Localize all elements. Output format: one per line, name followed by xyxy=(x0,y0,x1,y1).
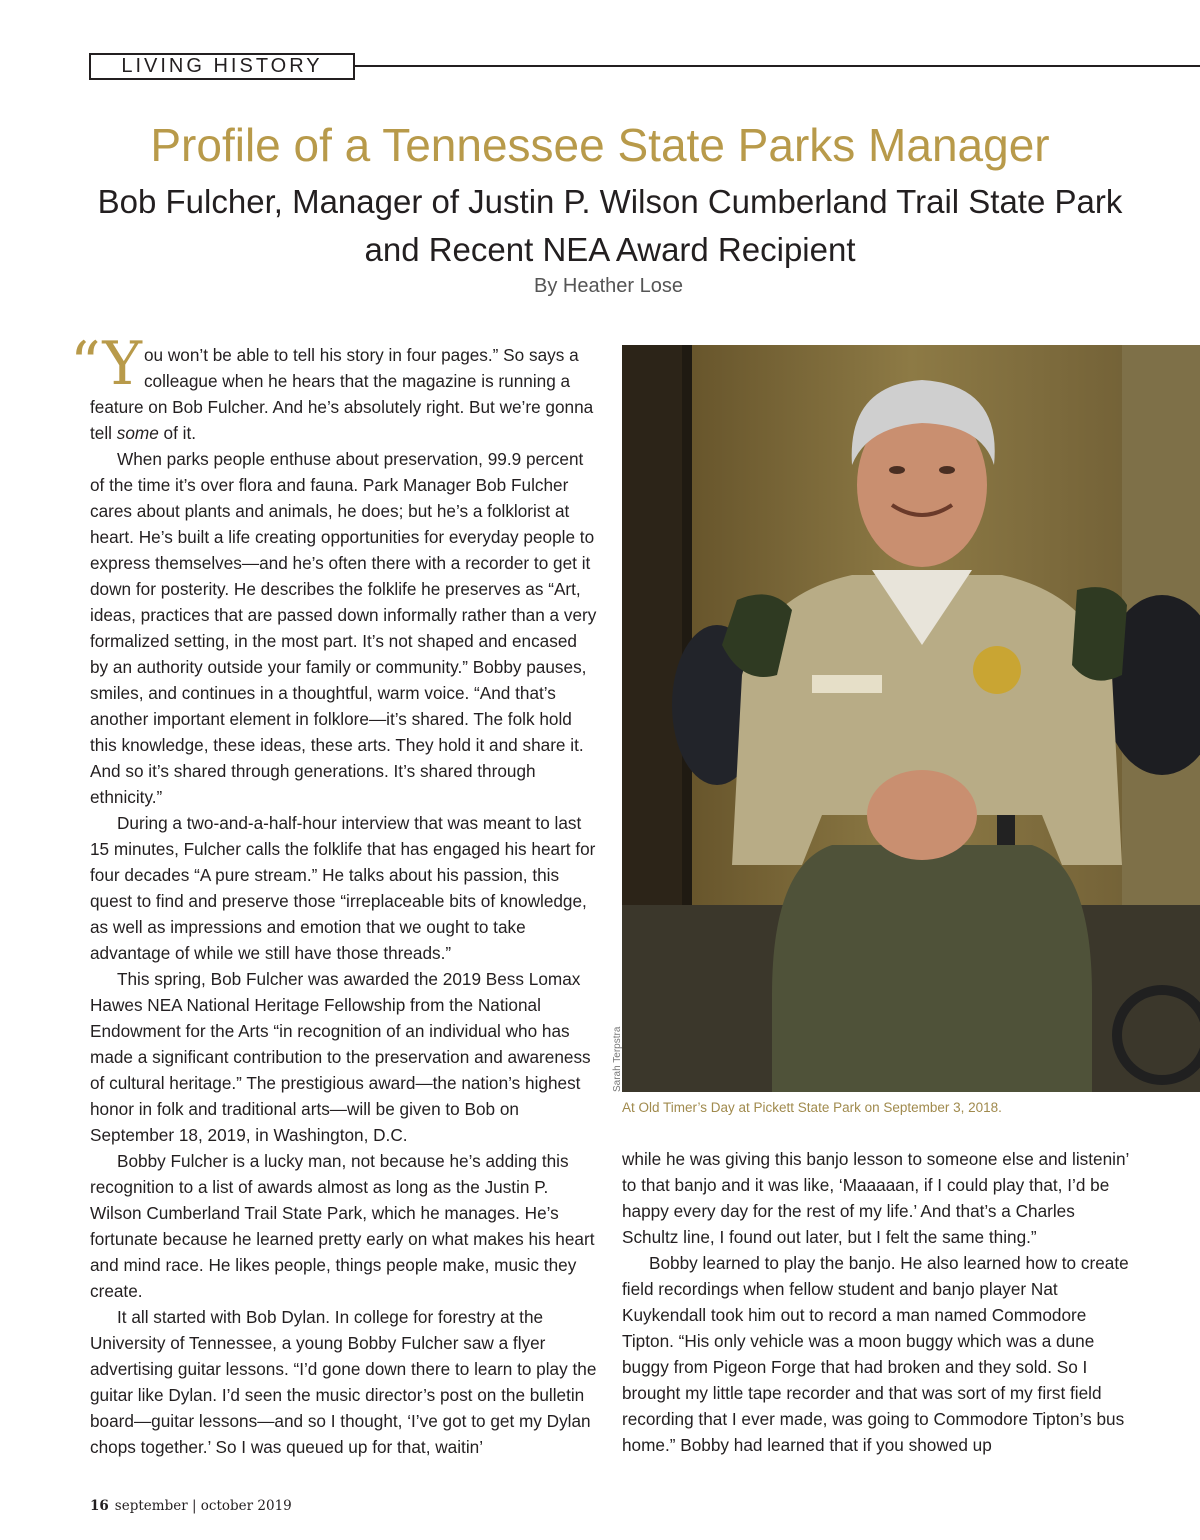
paragraph-3: During a two-and-a-half-hour interview that was meant to last 15 minutes, Fulcher calls the folklife that has engaged his heart for four decades “A pure stream.” He talks about his passion, this quest to find and preserve those “irreplaceable bits of knowledge, as well as impressions and emotion that we ought to take advantage of while we still have those threads.” xyxy=(90,813,596,963)
article-subtitle xyxy=(60,178,1160,274)
paragraph-1-end: of it. xyxy=(158,423,197,443)
photo-caption: At Old Timer’s Day at Pickett State Park on September 3, 2018. xyxy=(622,1100,1002,1115)
article-title: Profile of a Tennessee State Parks Manager xyxy=(150,119,1050,171)
paragraph-5: Bobby Fulcher is a lucky man, not because he’s adding this recognition to a list of awards almost as long as the Justin P. Wilson Cumberland Trail State Park, which he manages. He’s fortunate because he learned pretty early on what makes his heart and mind race. He likes people, things people make, music they create. xyxy=(90,1151,595,1301)
right-column xyxy=(622,1146,1132,1458)
page-number: 16 xyxy=(90,1498,109,1514)
paragraph-2: When parks people enthuse about preservation, 99.9 percent of the time it’s over flora and fauna. Park Manager Bob Fulcher cares about plants and animals, he does; but he’s a folklorist at heart. He’s built a life creating opportunities for everyday people to express themselves—and he’s often there with a recorder to get it down for posterity. He describes the folklife he preserves as “Art, ideas, practices that are passed down informally rather than a very formalized setting, in the most part. It’s not shaped and encased by an authority outside your family or community.” Bobby pauses, smiles, and continues in a thoughtful, warm voice. “And that’s another important element in folklore—it’s shared. The folk hold this knowledge, these ideas, these arts. They hold it and share it. And so it’s shared through generations. It’s shared through ethnicity.” xyxy=(90,449,597,807)
subtitle-line-2: and Recent NEA Award Recipient xyxy=(364,231,856,268)
right-paragraph-2: Bobby learned to play the banjo. He also learned how to create field recordings when fellow student and banjo player Nat Kuykendall took him out to record a man named Commodore Tipton. “His only vehicle was a moon buggy which was a dune buggy from Pigeon Forge that had broken and they sold. So I brought my little tape recorder and that was sort of my first field recording that I ever made, was going to Commodore Tipton’s bus home.” Bobby had learned that if you showed up xyxy=(622,1253,1129,1455)
photo-credit: Sarah Terpstra xyxy=(612,1026,623,1092)
byline: By Heather Lose xyxy=(534,275,683,297)
paragraph-6: It all started with Bob Dylan. In college for forestry at the University of Tennessee, a young Bobby Fulcher saw a flyer advertising guitar lessons. “I’d gone down there to learn to play the guitar like Dylan. I’d seen the music director’s post on the bulletin board—guitar lessons—and so I thought, ‘I’ve got to get my Dylan chops together.’ So I was queued up for that, waitin’ xyxy=(90,1307,597,1457)
paragraph-1-italic: some xyxy=(116,423,159,443)
ranger-illustration xyxy=(622,345,1200,1092)
subtitle-line-1: Bob Fulcher, Manager of Justin P. Wilson Cumberland Trail State Park xyxy=(97,183,1123,220)
paragraph-1-text: ou won’t be able to tell his story in four pages.” So says a colleague when he hears that the magazine is running a feature on Bob Fulcher. And he’s absolutely right. But we’re gonna tell xyxy=(90,345,594,443)
right-paragraph-1: while he was giving this banjo lesson to someone else and listenin’ to that banjo and it was like, ‘Maaaaan, if I could play that, I’d be happy every day for the rest of my life.’ And that’s a Charles Schultz line, I found out later, but I felt the same thing.” xyxy=(622,1149,1129,1247)
paragraph-1 xyxy=(70,329,598,446)
paragraph-4: This spring, Bob Fulcher was awarded the 2019 Bess Lomax Hawes NEA National Heritage Fellowship from the National Endowment for the Arts “in recognition of an individual who has made a significant contribution to the preservation and awareness of cultural heritage.” The prestigious award—the nation’s highest honor in folk and traditional arts—will be given to Bob on September 18, 2019, in Washington, D.C. xyxy=(90,969,591,1145)
page-footer xyxy=(90,1498,292,1514)
ranger-photo xyxy=(622,345,1200,1092)
issue-date: september | october 2019 xyxy=(114,1498,292,1514)
drop-cap: “Y xyxy=(70,329,142,399)
left-column xyxy=(70,329,598,1460)
section-label: LIVING HISTORY xyxy=(89,53,355,80)
section-rule xyxy=(355,65,1200,67)
